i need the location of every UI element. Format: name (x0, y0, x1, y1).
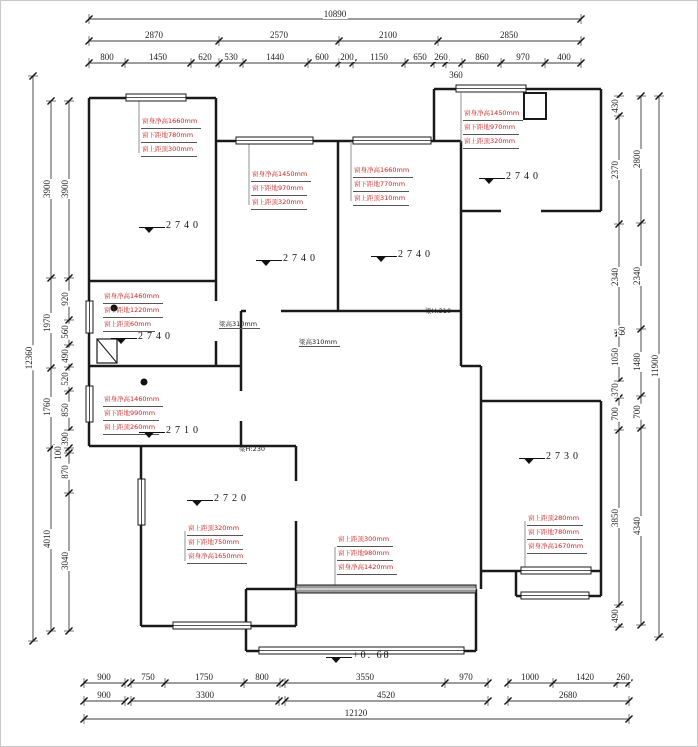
dim-label: 260 (434, 52, 448, 62)
annotation-line: 窗身净高1460mm (103, 290, 163, 304)
room-height-label (256, 253, 319, 267)
beam-label: 梁高310mm (219, 319, 260, 329)
dim-label: 3900 (60, 180, 70, 198)
dim-label: 620 (198, 52, 212, 62)
dim-label: 2680 (559, 690, 577, 700)
dim-label: 900 (97, 672, 111, 682)
annotation-line: 窗身净高1450mm (463, 107, 523, 121)
dim-label: 3040 (60, 552, 70, 570)
dim-label: 1760 (42, 398, 52, 416)
dim-label: 3550 (356, 672, 374, 682)
dim-label: 1970 (42, 314, 52, 332)
room-height-value: 2720 (214, 493, 250, 504)
dim-label: 12120 (344, 708, 368, 718)
window-symbol (456, 85, 526, 92)
room-height-value: 2710 (166, 425, 202, 436)
dim-label: 1150 (370, 52, 388, 62)
dim-label: 100 (53, 446, 63, 460)
annotation-line: 窗上距顶310mm (353, 192, 409, 206)
dim-label: 970 (516, 52, 530, 62)
window-annotation (103, 290, 163, 332)
floor-level-value: +0. 68 (353, 650, 391, 661)
dimension-lines (28, 14, 664, 724)
dim-label: 4340 (632, 517, 642, 535)
dim-label: 800 (100, 52, 114, 62)
level-mark-icon (326, 655, 352, 664)
dim-label: 2850 (500, 30, 518, 40)
annotation-line: 窗下距地970mm (251, 182, 307, 196)
dim-label: 700 (610, 407, 620, 421)
dim-label: 870 (60, 465, 70, 479)
dim-label: 10890 (323, 9, 347, 19)
dim-label: 900 (97, 690, 111, 700)
annotation-line: 窗上距顶60mm (103, 318, 155, 332)
window-symbol (173, 622, 251, 629)
dim-label: 2370 (610, 161, 620, 179)
annotation-line: 窗下距地1220mm (103, 304, 163, 318)
window-symbol (126, 94, 186, 101)
dim-label: 1000 (521, 672, 539, 682)
level-mark-icon (479, 176, 505, 185)
level-mark-icon (519, 456, 545, 465)
room-height-label (187, 493, 250, 507)
room-height-value: 2740 (138, 331, 174, 342)
room-height-label (479, 171, 542, 185)
room-height-value: 2730 (546, 451, 582, 462)
floor-level-label (326, 650, 391, 664)
annotation-line: 窗身净高1450mm (251, 168, 311, 182)
dim-label: 1480 (632, 353, 642, 371)
window-annotation (187, 522, 247, 564)
annotation-line: 窗下距地770mm (353, 178, 409, 192)
window-symbol (521, 592, 589, 599)
level-mark-icon (371, 254, 397, 263)
dim-label: 4010 (42, 530, 52, 548)
annotation-line: 窗下距地990mm (103, 407, 159, 421)
dim-label: 200 (340, 52, 354, 62)
annotation-line: 窗下距地780mm (527, 526, 583, 540)
window-annotation (251, 168, 311, 210)
beam-label: 梁高310mm (299, 337, 340, 347)
annotation-line: 窗下距地780mm (141, 129, 197, 143)
annotation-line: 窗上距顶260mm (103, 421, 159, 435)
dim-label: 2870 (145, 30, 163, 40)
beam-label: 梁H:310 (425, 307, 451, 315)
drain-icon (141, 379, 148, 386)
annotation-line: 窗上距顶280mm (527, 512, 583, 526)
dim-label: 3850 (610, 509, 620, 527)
dim-label: 1450 (149, 52, 167, 62)
dim-label: 520 (60, 372, 70, 386)
room-height-value: 2740 (166, 220, 202, 231)
dim-label: 260 (616, 672, 630, 682)
dim-label: 920 (60, 292, 70, 306)
dim-label: 530 (224, 52, 238, 62)
dim-label: 400 (557, 52, 571, 62)
dim-label: 2340 (610, 268, 620, 286)
dim-label: 360 (449, 70, 463, 80)
window-annotation (463, 107, 523, 149)
dim-label: 3300 (196, 690, 214, 700)
room-height-value: 2740 (506, 171, 542, 182)
annotation-line: 窗身净高1660mm (141, 115, 201, 129)
annotation-line: 窗上距顶320mm (187, 522, 243, 536)
dim-label: 650 (413, 52, 427, 62)
dim-label: 1750 (195, 672, 213, 682)
beam-label: 梁H:230 (239, 445, 265, 453)
dim-label: 3900 (42, 180, 52, 198)
annotation-line: 窗身净高1650mm (187, 550, 247, 564)
level-mark-icon (187, 498, 213, 507)
dim-label: 60 (617, 326, 627, 336)
room-height-label (111, 331, 174, 345)
annotation-line: 窗身净高1670mm (527, 540, 587, 554)
window-symbol (86, 386, 93, 422)
window-symbol (521, 567, 591, 574)
dim-label: 2800 (632, 150, 642, 168)
dim-label: 750 (141, 672, 155, 682)
dim-label: 1050 (610, 348, 620, 366)
annotation-line: 窗下距地970mm (463, 121, 519, 135)
annotation-line: 窗下距地750mm (187, 536, 243, 550)
window-annotation (527, 512, 587, 554)
window-annotation (353, 164, 413, 206)
annotation-line: 窗上距顶320mm (463, 135, 519, 149)
annotation-line: 窗上距顶300mm (337, 533, 393, 547)
dim-label: 430 (610, 99, 620, 113)
level-mark-icon (139, 225, 165, 234)
dim-label: 2340 (632, 267, 642, 285)
window-annotation (337, 533, 397, 575)
dim-label: 12360 (24, 346, 34, 370)
window-annotation (141, 115, 201, 157)
floor-plan-geometry (1, 1, 698, 747)
window-symbol (353, 137, 431, 144)
dim-label: 860 (475, 52, 489, 62)
dim-label: 4520 (377, 690, 395, 700)
level-mark-icon (139, 430, 165, 439)
dim-label: 370 (610, 383, 620, 397)
dim-label: 490 (60, 349, 70, 363)
dim-label: 800 (255, 672, 269, 682)
level-mark-icon (111, 336, 137, 345)
dim-label: 600 (315, 52, 329, 62)
window-symbol (138, 479, 145, 525)
room-height-value: 2740 (283, 253, 319, 264)
dim-label: 1440 (266, 52, 284, 62)
annotation-line: 窗身净高1420mm (337, 561, 397, 575)
level-mark-icon (256, 258, 282, 267)
shaft-box (524, 93, 546, 119)
dim-label: 560 (60, 325, 70, 339)
dim-label: 1420 (576, 672, 594, 682)
annotation-line: 窗上距顶320mm (251, 196, 307, 210)
annotation-line: 窗身净高1660mm (353, 164, 413, 178)
dim-label: 700 (632, 405, 642, 419)
annotation-line: 窗下距地980mm (337, 547, 393, 561)
dim-label: 2570 (270, 30, 288, 40)
dim-label: 490 (610, 609, 620, 623)
dim-label: 11900 (650, 354, 660, 378)
room-height-label (519, 451, 582, 465)
room-height-label (139, 220, 202, 234)
window-symbol (236, 137, 313, 144)
dim-label: 2100 (379, 30, 397, 40)
window-symbol (86, 301, 93, 333)
annotation-line: 窗上距顶300mm (141, 143, 197, 157)
room-height-label (139, 425, 202, 439)
dim-label: 850 (60, 403, 70, 417)
room-height-label (371, 249, 434, 263)
room-height-value: 2740 (398, 249, 434, 260)
annotation-line: 窗身净高1460mm (103, 393, 163, 407)
dim-label: 390 (60, 432, 70, 446)
dim-label: 970 (459, 672, 473, 682)
